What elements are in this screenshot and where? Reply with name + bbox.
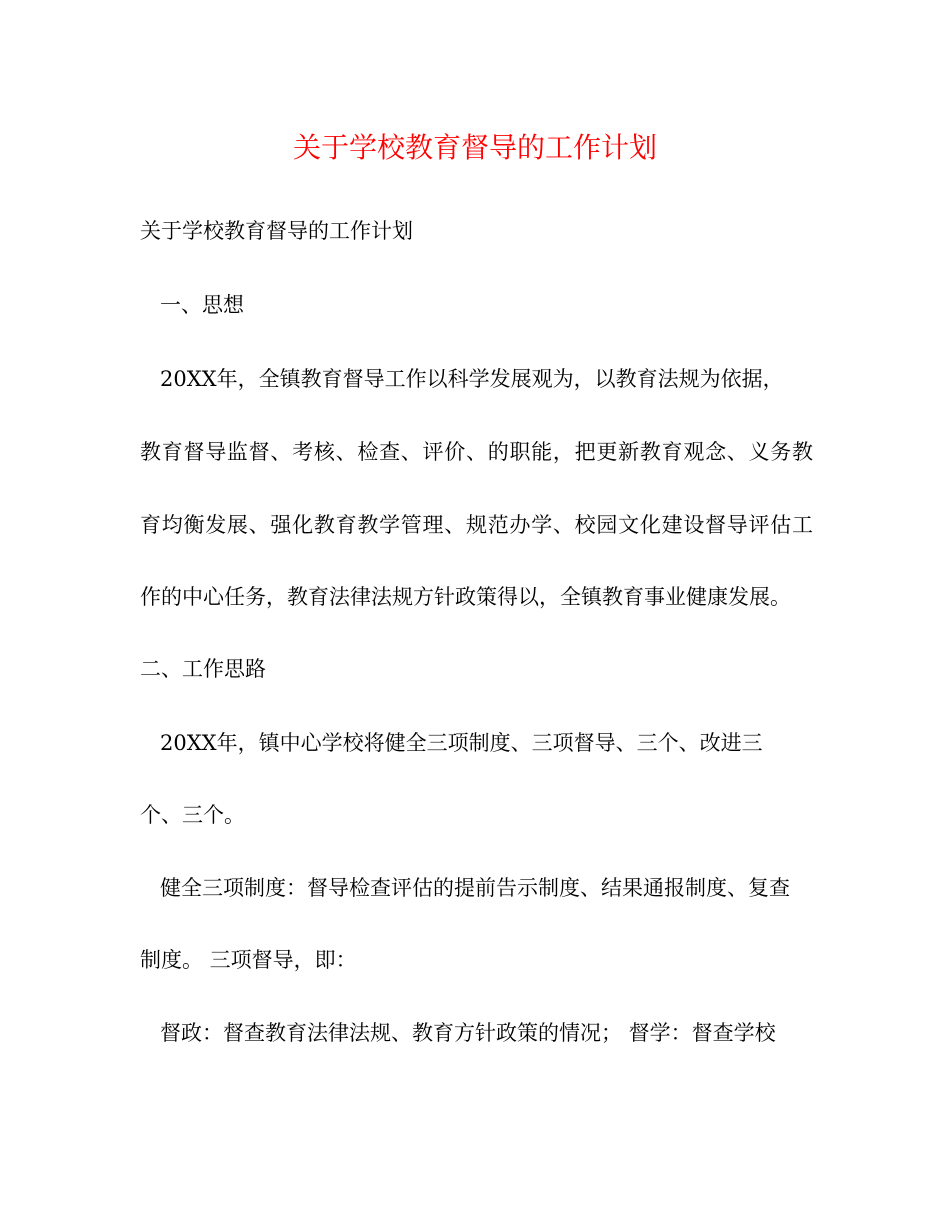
paragraph-line: 20XX年，全镇教育督导工作以科学发展观为，以教育法规为依据， <box>160 367 784 391</box>
paragraph-line: 个、三个。 <box>140 803 245 827</box>
paragraph-line: 督政：督查教育法律法规、教育方针政策的情况； 督学：督查学校 <box>160 1021 776 1045</box>
paragraph-line: 作的中心任务，教育法律法规方针政策得以，全镇教育事业健康发展。 <box>140 585 791 609</box>
paragraph-line: 健全三项制度：督导检查评估的提前告示制度、结果通报制度、复查 <box>160 876 790 900</box>
document-title: 关于学校教育督导的工作计划 <box>292 131 657 164</box>
section-heading-2: 二、工作思路 <box>140 657 266 681</box>
subtitle-line: 关于学校教育督导的工作计划 <box>140 219 413 243</box>
paragraph-line: 育均衡发展、强化教育教学管理、规范办学、校园文化建设督导评估工 <box>140 513 813 537</box>
paragraph-line: 制度。 三项督导，即： <box>140 948 357 972</box>
section-heading-1: 一、思想 <box>160 293 244 317</box>
paragraph-line: 20XX年，镇中心学校将健全三项制度、三项督导、三个、改进三 <box>160 731 763 755</box>
paragraph-line: 教育督导监督、考核、检查、评价、的职能，把更新教育观念、义务教 <box>140 440 813 464</box>
